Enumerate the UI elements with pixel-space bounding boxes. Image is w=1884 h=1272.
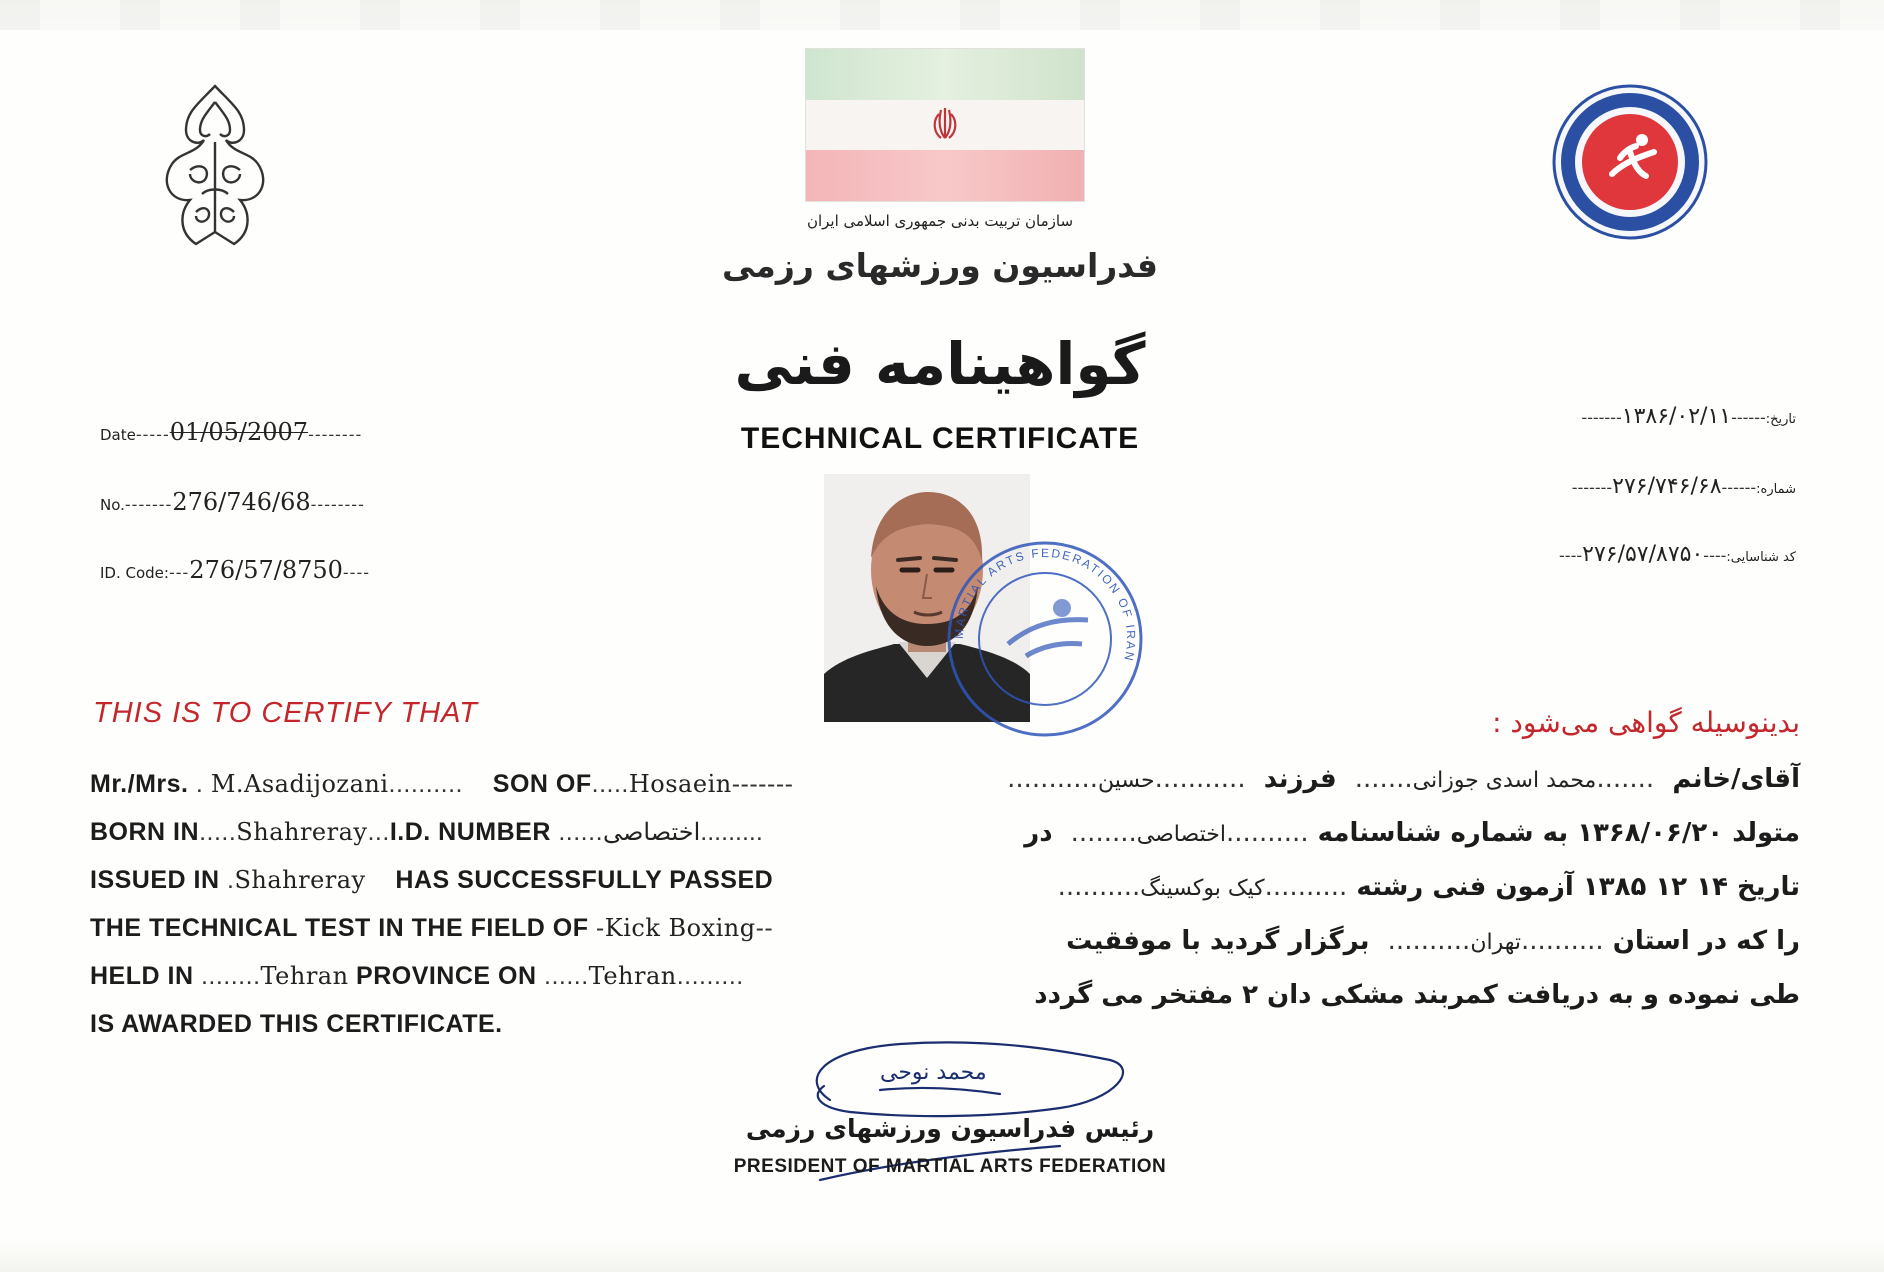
fa-id-value: اختصاصی xyxy=(1136,822,1226,847)
fa-mrmrs-label: آقای/خانم xyxy=(1672,764,1800,794)
date-value: 01/05/2007 xyxy=(169,418,309,446)
certify-heading-en: THIS IS TO CERTIFY THAT xyxy=(93,697,479,729)
signatory-name: محمد نوحی xyxy=(880,1060,987,1085)
fa-line-awarded: طی نموده و به دریافت کمربند مشکی دان ۲ مفتخر می گردد xyxy=(1034,980,1800,1010)
en-province-on-label: PROVINCE ON xyxy=(356,962,537,990)
fa-province-label: را که در استان xyxy=(1612,926,1800,956)
id-label-fa: کد شناسایی: xyxy=(1726,550,1796,565)
fa-line-name: آقای/خانم .......محمد اسدی جوزانی....... فرزند ...........حسین........... xyxy=(1007,764,1800,794)
iran-flag xyxy=(805,48,1085,202)
en-line-born: BORN IN.....Shahreray...I.D. NUMBER ......اختصاصی......... xyxy=(90,818,763,846)
federation-stamp xyxy=(942,536,1148,742)
en-birth-place: Shahreray xyxy=(236,818,368,846)
en-held-place: Tehran xyxy=(260,962,349,990)
fa-dar-label: در xyxy=(1024,818,1053,848)
en-father-name: Hosaein xyxy=(628,770,732,798)
fa-line-province: را که در استان ..........تهران.......... برگزار گردید با موفقیت xyxy=(1066,926,1800,956)
stamp-text: MARTIAL ARTS FEDERATION OF IRAN xyxy=(951,545,1139,664)
no-label-fa: شماره: xyxy=(1756,482,1796,497)
en-line-name: Mr./Mrs. . M.Asadijozani.......... SON OF.....Hosaein------- xyxy=(90,770,794,798)
federation-logo-icon xyxy=(1550,82,1710,242)
en-held-in-label: HELD IN xyxy=(90,962,194,990)
en-awarded: IS AWARDED THIS CERTIFICATE. xyxy=(90,1010,503,1038)
en-field-label: THE TECHNICAL TEST IN THE FIELD OF xyxy=(90,914,589,942)
iran-emblem-icon xyxy=(150,82,280,252)
en-line-issued: ISSUED IN .Shahreray HAS SUCCESSFULLY PASSED xyxy=(90,866,774,894)
president-title-fa: رئیس فدراسیون ورزشهای رزمی xyxy=(745,1114,1155,1143)
en-line-field: THE TECHNICAL TEST IN THE FIELD OF -Kick Boxing-- xyxy=(90,914,774,942)
right-id-field: کد شناسایی:----۲۷۶/۵۷/۸۷۵۰---- xyxy=(1559,542,1796,567)
fa-line-born: متولد ۱۳۶۸/۰۶/۲۰ به شماره شناسنامه ..........اختصاصی........ در xyxy=(1024,818,1800,848)
en-field-value: Kick Boxing xyxy=(604,914,756,942)
scan-top-edge xyxy=(0,0,1884,30)
fa-son-of-label: فرزند xyxy=(1263,764,1337,794)
date-label-fa: تاریخ: xyxy=(1765,412,1796,427)
en-issued-in-label: ISSUED IN xyxy=(90,866,220,894)
certify-heading-fa: بدینوسیله گواهی می‌شود : xyxy=(1492,706,1800,739)
en-id-number-value: اختصاصی xyxy=(603,818,701,846)
title-fa: گواهینامه فنی xyxy=(734,330,1146,398)
fa-line-date: تاریخ ۱۴ ۱۲ ۱۳۸۵ آزمون فنی رشته ..........کیک بوکسینگ.......... xyxy=(1057,872,1800,902)
fa-born-text: متولد ۱۳۶۸/۰۶/۲۰ به شماره شناسنامه xyxy=(1317,818,1800,848)
date-value-fa: ۱۳۸۶/۰۲/۱۱ xyxy=(1621,404,1732,429)
title-en: TECHNICAL CERTIFICATE xyxy=(740,422,1140,455)
en-born-in-label: BORN IN xyxy=(90,818,200,846)
right-date-field: تاریخ:------۱۳۸۶/۰۲/۱۱------- xyxy=(1581,404,1796,429)
en-held-date: Tehran xyxy=(588,962,677,990)
federation-name-fa: فدراسیون ورزشهای رزمی xyxy=(722,246,1158,285)
fa-father-name: حسین xyxy=(1098,768,1155,793)
en-line-held: HELD IN ........Tehran PROVINCE ON ......Tehran......... xyxy=(90,962,744,990)
left-date-field: Date-----01/05/2007-------- xyxy=(100,418,363,446)
president-title-en: PRESIDENT OF MARTIAL ARTS FEDERATION xyxy=(733,1156,1167,1177)
date-label: Date xyxy=(100,426,136,444)
no-label: No. xyxy=(100,496,125,514)
en-son-of-label: SON OF xyxy=(492,770,592,798)
fa-holder-name: محمد اسدی جوزانی xyxy=(1412,768,1597,793)
en-passed-label: HAS SUCCESSFULLY PASSED xyxy=(395,866,774,894)
id-label: ID. Code: xyxy=(100,564,169,582)
id-value: 276/57/8750 xyxy=(189,556,343,584)
right-no-field: شماره:------۲۷۶/۷۴۶/۶۸------- xyxy=(1571,474,1796,499)
no-value-fa: ۲۷۶/۷۴۶/۶۸ xyxy=(1612,474,1722,499)
fa-test-text: تاریخ ۱۴ ۱۲ ۱۳۸۵ آزمون فنی رشته xyxy=(1356,872,1800,902)
en-mrmrs-label: Mr./Mrs. xyxy=(90,770,189,798)
no-value: 276/746/68 xyxy=(172,488,311,516)
fa-province-value: تهران xyxy=(1470,930,1521,955)
en-id-number-label: I.D. NUMBER xyxy=(389,818,551,846)
id-value-fa: ۲۷۶/۵۷/۸۷۵۰ xyxy=(1582,542,1704,567)
fa-field-value: کیک بوکسینگ xyxy=(1140,876,1265,901)
en-holder-name: M.Asadijozani xyxy=(210,770,389,798)
org-name-fa: سازمان تربیت بدنی جمهوری اسلامی ایران xyxy=(806,212,1074,230)
fa-held-text: برگزار گردید با موفقیت xyxy=(1066,926,1370,956)
left-id-field: ID. Code:---276/57/8750---- xyxy=(100,556,370,584)
left-no-field: No.-------276/746/68-------- xyxy=(100,488,365,516)
flag-emblem-icon xyxy=(930,106,960,142)
en-issued-place: Shahreray xyxy=(234,866,366,894)
